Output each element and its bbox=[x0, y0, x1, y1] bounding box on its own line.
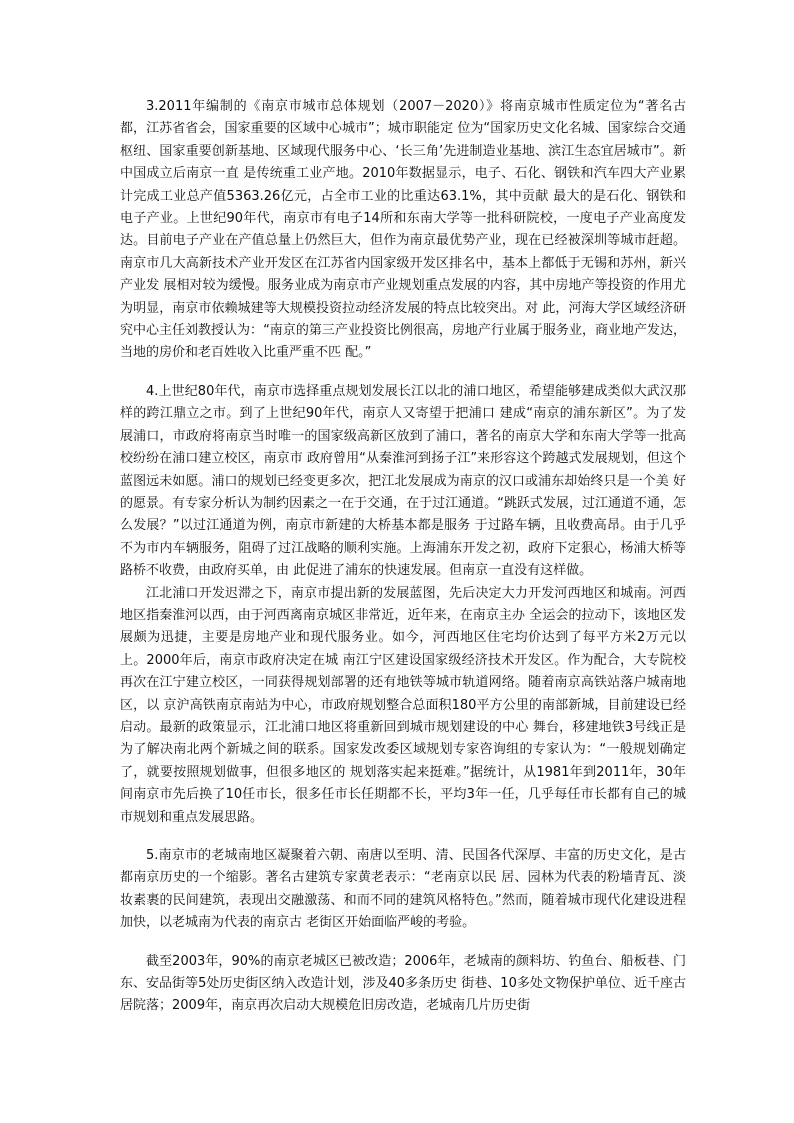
paragraph-5-old-chengnan: 5.南京市的老城南地区凝聚着六朝、南唐以至明、清、民国各代深厚、丰富的历史文化，是古都南京历史的一个缩影。著名古建筑专家黄老表示：“老南京以民 居、园林为代表的粉墙青瓦、淡妆素裹的民间建筑，表现出交融激荡、和而不同的建筑风格特色。”然而，随着城市现代化建设进程加快，以老城南为代表的南京古 老街区开始面临严峻的考验。 bbox=[120, 848, 686, 931]
paragraph-spacer bbox=[120, 935, 686, 951]
paragraph-spacer bbox=[120, 829, 686, 845]
paragraph-5-renovation: 截至2003年，90%的南京老城区已被改造；2006年，老城南的颜料坊、钓鱼台、船板巷、门东、安品街等5处历史街区纳入改造计划，涉及40多条历史 街巷、10多处文物保护单位、近千座古居院落；2009年，南京再次启动大规模危旧房改造，老城南几片历史街 bbox=[120, 953, 686, 1014]
paragraph-4-hexi-chengnan: 江北浦口开发迟滞之下，南京市提出新的发展蓝图，先后决定大力开发河西地区和城南。河西地区指秦淮河以西，由于河西离南京城区非常近，近年来，在南京主办 全运会的拉动下，该地区发展颇为迅捷，主要是房地产业和现代服务业。如今，河西地区住宅均价达到了每平方米2万元以上。2000年后，南京市政府决定在城 南江宁区建设国家级经济技术开发区。作为配合，大专院校再次在江宁建立校区，一同获得规划部署的还有地铁等城市轨道网络。随着南京高铁站落户城南地区，以 京沪高铁南京南站为中心，市政府规划整合总面积180平方公里的南部新城，目前建设已经启动。最新的政策显示，江北浦口地区将重新回到城市规划建设的中心 舞台，移建地铁3号线正是为了解决南北两个新城之间的联系。国家发改委区域规划专家咨询组的专家认为：“一般规划确定了，就要按照规划做事，但很多地区的 规划落实起来挺难。”据统计，从1981年到2011年，30年间南京市先后换了10任市长，很多任市长任期都不长，平均3年一任，几乎每任市长都有自己的城市规划和重点发展思路。 bbox=[120, 585, 686, 825]
document-body bbox=[120, 96, 686, 1018]
paragraph-3-positioning: 3.2011年编制的《南京市城市总体规划（2007－2020）》将南京城市性质定位为“著名古都，江苏省省会，国家重要的区域中心城市”；城市职能定 位为“国家历史文化名城、国家综合交通枢纽、国家重要创新基地、区域现代服务中心、‘长三角’先进制造业基地、滨江生态宜居城市”。新中国成立后南京一直 是传统重工业产地。2010年数据显示，电子、石化、钢铁和汽车四大产业累计完成工业总产值5363.26亿元，占全市工业的比重达63.1%，其中贡献 最大的是石化、钢铁和电子产业。上世纪90年代，南京市有电子14所和东南大学等一批科研院校，一度电子产业高度发达。目前电子产业在产值总量上仍然巨大，但作为南京最优势产业，现在已经被深圳等城市赶超。南京市几大高新技术产业开发区在江苏省内国家级开发区排名中，基本上都低于无锡和苏州，新兴产业发 展相对较为缓慢。服务业成为南京市产业规划重点发展的内容，其中房地产等投资的作用尤为明显，南京市依赖城建等大规模投资拉动经济发展的特点比较突出。对 此，河海大学区域经济研究中心主任刘教授认为：“南京的第三产业投资比例很高，房地产行业属于服务业，商业地产发达，当地的房价和老百姓收入比重严重不匹 配。” bbox=[120, 99, 686, 361]
paragraph-4-pukou: 4.上世纪80年代，南京市选择重点规划发展长江以北的浦口地区，希望能够建成类似大武汉那样的跨江鼎立之市。到了上世纪90年代，南京人又寄望于把浦口 建成“南京的浦东新区”。为了发展浦口，市政府将南京当时唯一的国家级高新区放到了浦口，著名的南京大学和东南大学等一批高校纷纷在浦口建立校区，南京市 政府曾用“从秦淮河到扬子江”来形容这个跨越式发展规划，但这个蓝图远未如愿。浦口的规划已经变更多次，把江北发展成为南京的汉口或浦东却始终只是一个美 好的愿景。有专家分析认为制约因素之一在于交通，在于过江通道。“跳跃式发展，过江通道不通，怎么发展？”以过江通道为例，南京市新建的大桥基本都是服务 于过路车辆，且收费高昂。由于几乎不为市内车辆服务，阻碍了过江战略的顺利实施。上海浦东开发之初，政府下定狠心，杨浦大桥等路桥不收费，由政府买单，由 此促进了浦东的快速发展。但南京一直没有这样做。 bbox=[120, 383, 686, 579]
paragraph-spacer bbox=[120, 365, 686, 381]
